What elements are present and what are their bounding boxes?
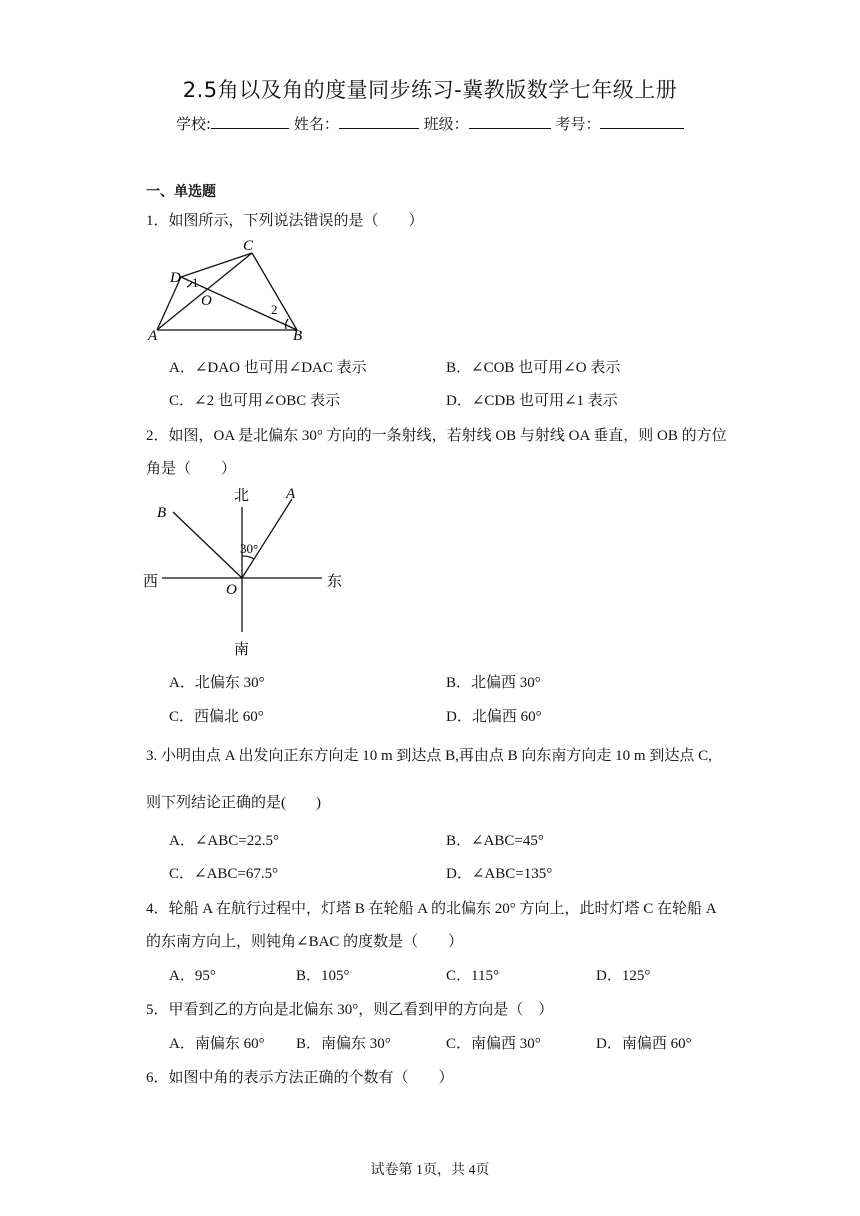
- q2-label-west: 西: [143, 574, 159, 590]
- q4-option-c[interactable]: C．115°: [446, 968, 499, 984]
- q5-option-a[interactable]: A．南偏东 60°: [169, 1036, 265, 1052]
- q2-option-c[interactable]: C．西偏北 60°: [169, 709, 264, 725]
- q4-option-d[interactable]: D．125°: [596, 968, 651, 984]
- q5-option-c[interactable]: C．南偏西 30°: [446, 1036, 541, 1052]
- name-label: 姓名：: [293, 115, 339, 133]
- q2-label-north: 北: [234, 488, 250, 504]
- q1-option-b[interactable]: B．∠COB 也可用∠O 表示: [446, 360, 621, 376]
- q3-option-d[interactable]: D．∠ABC=135°: [446, 866, 553, 882]
- q1-label-2: 2: [271, 302, 278, 317]
- q1-label-o: O: [201, 293, 212, 309]
- q1-label-a: A: [148, 328, 158, 342]
- q3-option-c[interactable]: C．∠ABC=67.5°: [169, 866, 279, 882]
- section-title: 一、单选题: [146, 184, 216, 200]
- name-blank: [339, 113, 419, 129]
- page-title: 2.5角以及角的度量同步练习-冀教版数学七年级上册: [182, 78, 678, 102]
- q3-stem-line2: 则下列结论正确的是( ): [146, 795, 321, 811]
- q1-label-b: B: [293, 328, 303, 342]
- school-label: 学校:: [176, 115, 212, 133]
- q5-stem: 5．甲看到乙的方向是北偏东 30°，则乙看到甲的方向是（ ）: [146, 1002, 554, 1018]
- class-blank: [469, 113, 551, 129]
- q2-option-d[interactable]: D．北偏西 60°: [446, 709, 542, 725]
- q4-option-b[interactable]: B．105°: [296, 968, 350, 984]
- q1-option-c[interactable]: C．∠2 也可用∠OBC 表示: [169, 393, 340, 409]
- q1-label-1: 1: [192, 275, 199, 290]
- number-blank: [600, 113, 684, 129]
- q1-option-d[interactable]: D．∠CDB 也可用∠1 表示: [446, 393, 618, 409]
- q1-label-c: C: [243, 238, 254, 254]
- q2-stem-line1: 2．如图，OA 是北偏东 30° 方向的一条射线，若射线 OB 与射线 OA 垂直，则 OB 的方位: [146, 428, 727, 444]
- q3-option-b[interactable]: B．∠ABC=45°: [446, 833, 544, 849]
- q1-figure: [140, 232, 320, 342]
- student-info-line: [176, 113, 684, 134]
- q6-stem: 6．如图中角的表示方法正确的个数有（ ）: [146, 1070, 454, 1086]
- q2-label-east: 东: [327, 574, 343, 590]
- school-blank: [211, 113, 289, 129]
- q3-stem-line1: 3. 小明由点 A 出发向正东方向走 10 m 到达点 B,再由点 B 向东南方向走 10 m 到达点 C,: [146, 748, 712, 764]
- q5-option-d[interactable]: D．南偏西 60°: [596, 1036, 692, 1052]
- q2-compass-figure: [140, 482, 350, 660]
- class-label: 班级：: [423, 115, 469, 133]
- q2-label-a: A: [286, 486, 296, 502]
- q1-stem: 1．如图所示，下列说法错误的是（ ）: [146, 213, 424, 229]
- q2-label-b: B: [157, 505, 167, 521]
- q2-label-south: 南: [234, 642, 250, 658]
- q1-label-d: D: [170, 270, 181, 286]
- q1-option-a[interactable]: A．∠DAO 也可用∠DAC 表示: [169, 360, 367, 376]
- q2-option-a[interactable]: A．北偏东 30°: [169, 675, 265, 691]
- number-label: 考号：: [555, 115, 601, 133]
- q5-option-b[interactable]: B．南偏东 30°: [296, 1036, 391, 1052]
- q3-option-a[interactable]: A．∠ABC=22.5°: [169, 833, 279, 849]
- q4-stem-line1: 4．轮船 A 在航行过程中，灯塔 B 在轮船 A 的北偏东 20° 方向上，此时灯塔 C 在轮船 A: [146, 901, 717, 917]
- q4-option-a[interactable]: A．95°: [169, 968, 216, 984]
- q2-label-o: O: [226, 582, 237, 598]
- q4-stem-line2: 的东南方向上，则钝角∠BAC 的度数是（ ）: [146, 934, 464, 950]
- q2-option-b[interactable]: B．北偏西 30°: [446, 675, 541, 691]
- page-footer: 试卷第 1页，共 4页: [370, 1163, 490, 1178]
- q2-label-angle: 30°: [240, 541, 259, 556]
- q2-stem-line2: 角是（ ）: [146, 461, 237, 477]
